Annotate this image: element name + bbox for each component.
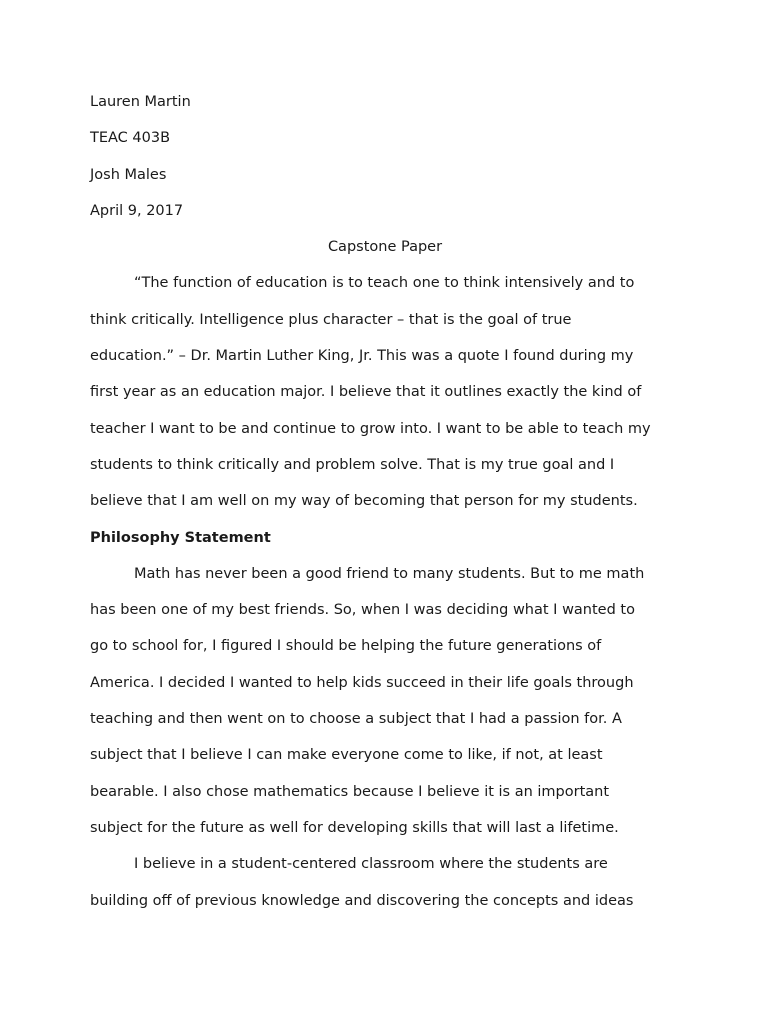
paragraph-line: students to think critically and problem solve. That is my true goal and I	[90, 456, 615, 473]
paragraph-line: I believe in a student-centered classroom where the students are	[134, 856, 608, 873]
paragraph-line: teacher I want to be and continue to grow into. I want to be able to teach my	[90, 420, 651, 437]
classroom-paragraph	[90, 846, 690, 919]
paragraph-line: subject that I believe I can make everyone come to like, if not, at least	[90, 747, 603, 764]
paragraph-line: bearable. I also chose mathematics because I believe it is an important	[90, 783, 610, 800]
paragraph-line: has been one of my best friends. So, when I was deciding what I wanted to	[90, 602, 635, 619]
philosophy-paragraph	[90, 556, 690, 846]
section-heading: Philosophy Statement	[90, 529, 271, 546]
intro-paragraph	[90, 265, 690, 519]
paragraph-line: America. I decided I wanted to help kids succeed in their life goals through	[90, 674, 634, 691]
course-code: TEAC 403B	[90, 130, 171, 147]
paragraph-line: “The function of education is to teach one to think intensively and to	[134, 275, 635, 292]
paragraph-line: think critically. Intelligence plus character – that is the goal of true	[90, 311, 572, 328]
paragraph-line: Math has never been a good friend to many students. But to me math	[134, 565, 645, 582]
paragraph-line: education.” – Dr. Martin Luther King, Jr. This was a quote I found during my	[90, 348, 634, 365]
instructor-name: Josh Males	[90, 166, 167, 183]
paragraph-line: go to school for, I figured I should be helping the future generations of	[90, 638, 602, 655]
paragraph-line: teaching and then went on to choose a subject that I had a passion for. A	[90, 711, 622, 728]
paragraph-line: subject for the future as well for developing skills that will last a lifetime.	[90, 819, 619, 836]
paragraph-line: believe that I am well on my way of becoming that person for my students.	[90, 493, 638, 510]
document-body	[90, 84, 690, 919]
paragraph-line: first year as an education major. I believe that it outlines exactly the kind of	[90, 384, 642, 401]
author-name: Lauren Martin	[90, 94, 191, 110]
paragraph-line: building off of previous knowledge and discovering the concepts and ideas	[90, 892, 634, 909]
paper-date: April 9, 2017	[90, 202, 184, 219]
paper-title: Capstone Paper	[327, 239, 443, 256]
